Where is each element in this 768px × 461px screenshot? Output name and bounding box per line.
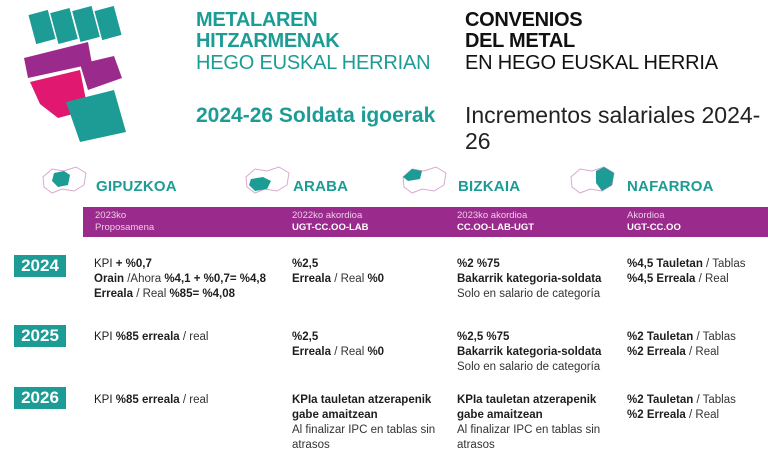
text: %4,5 Erreala: [627, 273, 696, 285]
text: gabe amaitzean: [457, 409, 543, 421]
year-badge-2024: 2024: [14, 255, 66, 277]
text: KPI: [94, 394, 116, 406]
eu-subtitle: 2024-26 Soldata igoerak: [196, 104, 436, 127]
text: / Real: [133, 288, 170, 300]
eu-title-line3: HEGO EUSKAL HERRIAN: [196, 52, 431, 74]
cell-2026-araba: [292, 393, 435, 453]
cell-2026-gipuzkoa: [94, 393, 208, 408]
text: / Tablas: [702, 258, 746, 270]
cell-2024-nafarroa: [627, 257, 745, 287]
gipuzkoa-map-icon: [40, 163, 90, 197]
cell-2024-bizkaia: [457, 257, 601, 302]
text: Al finalizar IPC en tablas sin: [292, 424, 436, 436]
es-title-line2: DEL METAL: [465, 30, 575, 52]
text: %0: [367, 346, 385, 358]
text: Erreala: [94, 288, 134, 300]
text: Bakarrik kategoria-soldata: [457, 346, 602, 358]
text: / Tablas: [693, 394, 736, 406]
text: Bakarrik kategoria-soldata: [457, 273, 602, 285]
araba-map-icon: [243, 163, 293, 197]
araba-agreement: [292, 210, 369, 234]
text: KPI: [94, 258, 116, 270]
text: / real: [179, 394, 209, 406]
text: Orain: [94, 273, 125, 285]
fist-logo-icon: [18, 6, 130, 142]
text: Al finalizar IPC en tablas sin: [457, 424, 601, 436]
es-title-line3: EN HEGO EUSKAL HERRIA: [465, 52, 718, 74]
text: / Real: [695, 273, 729, 285]
cell-2024-araba: [292, 257, 384, 287]
text: /Ahora: [124, 273, 165, 285]
region-araba: ARABA: [293, 178, 349, 195]
text: gabe amaitzean: [292, 409, 378, 421]
text: atrasos: [457, 439, 495, 451]
text: / Real: [331, 273, 368, 285]
nafarroa-map-icon: [568, 163, 618, 197]
text: / Real: [685, 346, 720, 358]
gipuzkoa-agreement-status: Proposamena: [95, 222, 155, 233]
region-nafarroa: NAFARROA: [627, 178, 714, 195]
text: %85 erreala: [115, 394, 180, 406]
bizkaia-unions: CC.OO-LAB-UGT: [457, 222, 535, 233]
nafarroa-agreement-year: Akordioa: [627, 210, 665, 221]
text: %85= %4,08: [169, 288, 235, 300]
bizkaia-agreement-year: 2023ko akordioa: [457, 210, 528, 221]
text: %85 erreala: [115, 331, 180, 343]
text: Erreala: [292, 273, 332, 285]
cell-2025-nafarroa: [627, 330, 736, 360]
region-bizkaia: BIZKAIA: [458, 178, 521, 195]
text: / Tablas: [693, 331, 736, 343]
araba-agreement-year: 2022ko akordioa: [292, 210, 363, 221]
es-subtitle: Incrementos salariales 2024-26: [465, 102, 761, 154]
year-badge-2025: 2025: [14, 325, 66, 347]
eu-title-line2: HITZARMENAK: [196, 30, 340, 52]
nafarroa-agreement: [627, 210, 681, 234]
eu-title-line1: METALAREN: [196, 9, 318, 31]
gipuzkoa-agreement-year: 2023ko: [95, 210, 127, 221]
text: / Real: [331, 346, 368, 358]
text: %2 Erreala: [627, 409, 686, 421]
year-badge-2026: 2026: [14, 387, 66, 409]
text: Solo en salario de categoría: [457, 288, 601, 300]
text: KPIa tauletan atzerapenik: [457, 394, 597, 406]
text: / real: [179, 331, 209, 343]
region-gipuzkoa: GIPUZKOA: [96, 178, 177, 195]
text: %2,5 %75: [457, 331, 510, 343]
text: %0: [367, 273, 385, 285]
cell-2025-bizkaia: [457, 330, 601, 375]
cell-2026-bizkaia: [457, 393, 600, 453]
agreement-band: [83, 207, 768, 237]
text: Solo en salario de categoría: [457, 361, 601, 373]
text: / Real: [685, 409, 720, 421]
es-title-line1: CONVENIOS: [465, 9, 583, 31]
text: %2 Tauletan: [627, 331, 694, 343]
text: + %0,7: [115, 258, 152, 270]
cell-2024-gipuzkoa: [94, 257, 266, 302]
text: %2,5: [292, 331, 319, 343]
bizkaia-map-icon: [400, 163, 450, 197]
text: %4,5 Tauletan: [627, 258, 703, 270]
cell-2025-gipuzkoa: [94, 330, 208, 345]
cell-2025-araba: [292, 330, 384, 360]
cell-2026-nafarroa: [627, 393, 736, 423]
araba-unions: UGT-CC.OO-LAB: [292, 222, 369, 233]
text: %2 %75: [457, 258, 500, 270]
text: %2,5: [292, 258, 319, 270]
text: %4,1 + %0,7= %4,8: [164, 273, 266, 285]
text: KPIa tauletan atzerapenik: [292, 394, 432, 406]
text: KPI: [94, 331, 116, 343]
text: atrasos: [292, 439, 330, 451]
nafarroa-unions: UGT-CC.OO: [627, 222, 681, 233]
text: Erreala: [292, 346, 332, 358]
text: %2 Erreala: [627, 346, 686, 358]
gipuzkoa-agreement: [95, 210, 154, 234]
bizkaia-agreement: [457, 210, 534, 234]
text: %2 Tauletan: [627, 394, 694, 406]
